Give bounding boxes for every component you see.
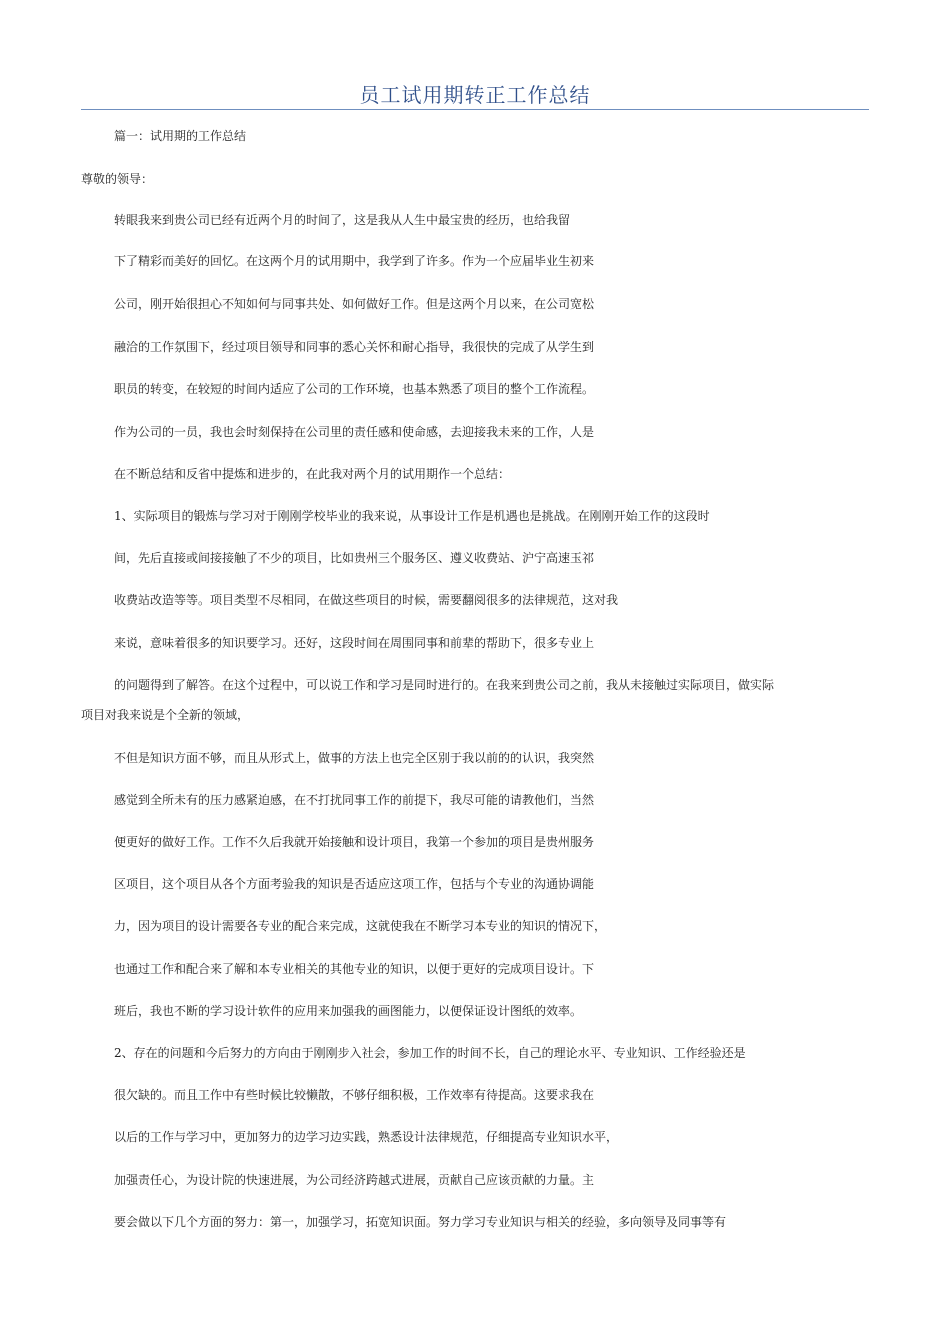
document-title: 员工试用期转正工作总结 [359, 83, 591, 107]
doc-line: 感觉到全所未有的压力感紧迫感，在不打扰同事工作的前提下，我尽可能的请教他们，当然 [114, 793, 595, 807]
doc-line: 以后的工作与学习中，更加努力的边学习边实践，熟悉设计法律规范，仔细提高专业知识水平， [114, 1130, 619, 1144]
doc-line: 收费站改造等等。项目类型不尽相同，在做这些项目的时候，需要翻阅很多的法律规范，这对我 [114, 593, 619, 607]
doc-line: 融洽的工作氛围下，经过项目领导和同事的悉心关怀和耐心指导，我很快的完成了从学生到 [114, 340, 595, 354]
doc-line: 的问题得到了解答。在这个过程中，可以说工作和学习是同时进行的。在我来到贵公司之前，我从未接触过实际项目，做实际 [114, 678, 775, 692]
doc-line: 便更好的做好工作。工作不久后我就开始接触和设计项目，我第一个参加的项目是贵州服务 [114, 835, 595, 849]
title-rule [81, 109, 869, 110]
doc-line: 项目对我来说是个全新的领域， [81, 708, 250, 722]
doc-line: 转眼我来到贵公司已经有近两个月的时间了，这是我从人生中最宝贵的经历，也给我留 [114, 213, 571, 227]
doc-line: 区项目，这个项目从各个方面考验我的知识是否适应这项工作，包括与个专业的沟通协调能 [114, 877, 595, 891]
doc-line: 班后，我也不断的学习设计软件的应用来加强我的画图能力，以便保证设计图纸的效率。 [114, 1004, 583, 1018]
doc-line: 在不断总结和反省中提炼和进步的，在此我对两个月的试用期作一个总结： [114, 467, 511, 481]
doc-line: 加强责任心，为设计院的快速进展，为公司经济跨越式进展，贡献自己应该贡献的力量。主 [114, 1173, 595, 1187]
doc-line: 力，因为项目的设计需要各专业的配合来完成，这就使我在不断学习本专业的知识的情况下， [114, 919, 607, 933]
doc-line: 职员的转变，在较短的时间内适应了公司的工作环境，也基本熟悉了项目的整个工作流程。 [114, 382, 595, 396]
doc-line: 作为公司的一员，我也会时刻保持在公司里的责任感和使命感，去迎接我未来的工作，人是 [114, 425, 595, 439]
doc-line: 下了精彩而美好的回忆。在这两个月的试用期中，我学到了许多。作为一个应届毕业生初来 [114, 254, 595, 268]
doc-line: 间，先后直接或间接接触了不少的项目，比如贵州三个服务区、遵义收费站、沪宁高速玉祁 [114, 551, 595, 565]
doc-line: 要会做以下几个方面的努力：第一，加强学习，拓宽知识面。努力学习专业知识与相关的经验，多向领导及同事等有 [114, 1215, 727, 1229]
doc-line: 公司，刚开始很担心不知如何与同事共处、如何做好工作。但是这两个月以来，在公司宽松 [114, 297, 595, 311]
doc-line-salutation: 尊敬的领导： [81, 172, 154, 186]
doc-line-section-heading: 篇一：试用期的工作总结 [114, 129, 247, 143]
doc-line: 很欠缺的。而且工作中有些时候比较懒散，不够仔细积极，工作效率有待提高。这要求我在 [114, 1088, 595, 1102]
doc-line: 不但是知识方面不够，而且从形式上，做事的方法上也完全区别于我以前的的认识，我突然 [114, 751, 595, 765]
doc-line: 2、存在的问题和今后努力的方向由于刚刚步入社会，参加工作的时间不长，自己的理论水平、专业知识、工作经验还是 [114, 1046, 746, 1060]
doc-line: 1、实际项目的锻炼与学习对于刚刚学校毕业的我来说，从事设计工作是机遇也是挑战。在刚刚开始工作的这段时 [114, 509, 710, 523]
doc-line: 来说，意味着很多的知识要学习。还好，这段时间在周围同事和前辈的帮助下，很多专业上 [114, 636, 595, 650]
doc-line: 也通过工作和配合来了解和本专业相关的其他专业的知识，以便于更好的完成项目设计。下 [114, 962, 595, 976]
